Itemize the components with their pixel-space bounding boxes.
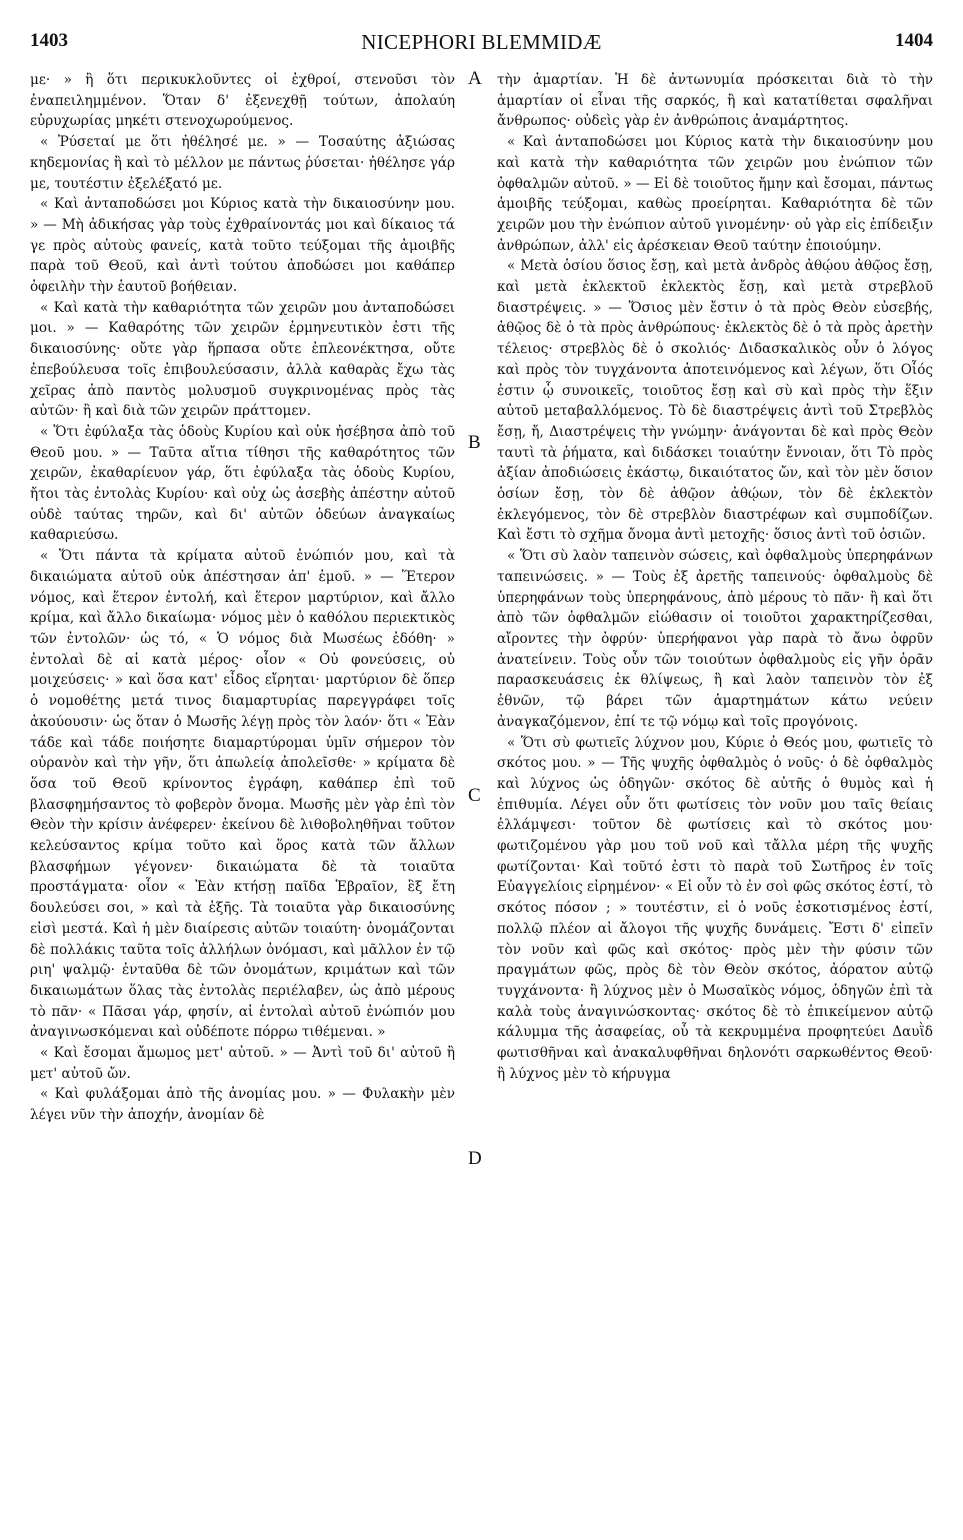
right-text-column <box>497 70 933 1084</box>
paragraph: « Ὅτι ἐφύλαξα τὰς ὁδοὺς Κυρίου καὶ οὐκ ἠσέβησα ἀπὸ τοῦ Θεοῦ μου. » — Ταῦτα αἴτια τίθησι τῆς καθαρότητος τῶν χειρῶν, ἐκαθαρίευον γάρ, ὅτι ἐφύλαξα τὰς ὁδοὺς Κυρίου, ἤτοι τὰς ἐντολὰς Κυρίου· καὶ οὐχ ὡς ἀσεβὴς ἀπέστην αὐτοῦ οὐδὲ ταύτας τηρῶν, καὶ δι' αὐτῶν ὁδεύων ἀναγκαίως καθαριεύσω. <box>30 423 455 544</box>
paragraph: « Καὶ κατὰ τὴν καθαριότητα τῶν χειρῶν μου ἀνταποδώσει μοι. » — Καθαρότης τῶν χειρῶν ἑρμηνευτικὸν ἐστι τῆς δικαιοσύνης· οὔτε γὰρ ἥρπασα οὔτε ἐπλεονέκτησα, οὔτε ἐπεβούλευσα τοῖς ἐπιβουλεύσασιν, ἀλλὰ καθαρὰς ἔχω τὰς χεῖρας ἀπὸ παντὸς μολυσμοῦ συγκρινομένας πρὸς τὰς αὐτῶν· ἢ καὶ διὰ τῶν χειρῶν πράττομεν. <box>30 299 455 420</box>
paragraph: « Καὶ ἔσομαι ἄμωμος μετ' αὐτοῦ. » — Ἀντὶ τοῦ δι' αὐτοῦ ἢ μετ' αὐτοῦ ὤν. <box>30 1045 455 1082</box>
left-text-column <box>30 70 455 1126</box>
paragraph: « Μετὰ ὁσίου ὅσιος ἔσῃ, καὶ μετὰ ἀνδρὸς ἀθῴου ἀθῷος ἔσῃ, καὶ μετὰ ἐκλεκτοῦ ἐκλεκτὸς ἔσῃ, καὶ μετὰ στρεβλοῦ διαστρέψεις. » — Ὅσιος μὲν ἔστιν ὁ τὰ πρὸς Θεὸν εὐσεβής, ἀθῷος δὲ ὁ τὰ πρὸς ἀνθρώπους· ἐκλεκτὸς δὲ ὁ τὰ πρὸς ἀρετὴν τέλειος· στρεβλὸς δὲ ὁ σκολιός· Διδασκαλικὸς οὖν ὁ λόγος καὶ πρὸς τὸν τυγχάνοντα ἀποτεινόμενος καὶ λέγων, ὅτι Οἷός ἐστιν ᾧ συνοικεῖς, τοιοῦτος ἔσῃ καὶ σὺ καὶ πρὸς τὴν ἕξιν αὐτοῦ μεταβαλλόμενος. Τὸ δὲ διαστρέψεις ἀντὶ τοῦ Στρεβλὸς ἔσῃ, ἤ, Διαστρέψεις τὴν γνώμην· ἀνάγονται δὲ καὶ πρὸς Θεὸν ταυτὶ τὰ ῥήματα, καὶ διδάσκει τοιαύτην ἔννοιαν, ὅτι Τὸ πρὸς ἀξίαν ἀποδιώσεις ἑκάστῳ, δικαιότατος ὤν, καὶ τὸν μὲν ὅσιον ὁσίων ἔσῃ, τὸν δὲ ἀθῷον ἀθῴων, τὸν δὲ ἐκλεκτὸν ἐκλεγόμενος, τὸν δὲ στρεβλὸν διαστρέφων καὶ συμποδίζων. Καὶ ἔστι τὸ σχῆμα ὄνομα ἀντὶ μετοχῆς· ὅσιος ἀντὶ τοῦ ὁσιῶν. <box>497 258 933 544</box>
page-header <box>30 30 933 64</box>
paragraph: « Καὶ φυλάξομαι ἀπὸ τῆς ἀνομίας μου. » — Φυλακὴν μὲν λέγει νῦν τὴν ἀποχήν, ἀνομίαν δὲ <box>30 1086 455 1124</box>
paragraph: τὴν ἁμαρτίαν. Ἡ δὲ ἀντωνυμία πρόσκειται διὰ τὸ τὴν ἁμαρτίαν οἱ εἶναι τῆς σαρκός, ἢ καὶ κατατίθεται σφαλῆναι ἄνθρωπος· οὐδεὶς γὰρ ἐν ἀνθρώποις ἀναμάρτητος. <box>497 72 933 130</box>
paragraph: « Ὅτι σὺ λαὸν ταπεινὸν σώσεις, καὶ ὀφθαλμοὺς ὑπερηφάνων ταπεινώσεις. » — Τοὺς ἐξ ἀρετῆς ταπεινούς· ὀφθαλμοὺς δὲ ὑπερηφάνων τοὺς ὑπερηφάνους, ἀπὸ μέρους τὸ πᾶν· ἢ καὶ ὅτι ἀπὸ τῶν ὀφθαλμῶν εἰώθασιν οἱ τοιοῦτοι χαρακτηρίζεσθαι, αἴροντες τὴν ὀφρύν· ὑπερήφανοι γὰρ παρὰ τὸ ἄνω ὀφρῦν ἀνατείνειν. Τοὺς οὖν τῶν τοιούτων ὀφθαλμοὺς εἰς γῆν ὁρᾶν παρασκευάσεις ἐκ θλίψεως, ἢ καὶ λαὸν ταπεινὸν τὸν ἐξ ἐθνῶν, τῷ βάρει τῶν ἁμαρτημάτων κάτω νεύειν ἀναγκαζόμενον, ἐπί τε τῷ νόμῳ καὶ τοῖς προγόνοις. <box>497 548 933 730</box>
margin-marker-b: B <box>468 432 481 453</box>
right-page-number: 1404 <box>895 30 933 51</box>
paragraph: « Ὅτι πάντα τὰ κρίματα αὐτοῦ ἐνώπιόν μου, καὶ τὰ δικαιώματα αὐτοῦ οὐκ ἀπέστησαν ἀπ' ἐμοῦ. » — Ἕτερον νόμος, καὶ ἕτερον ἐντολή, καὶ ἕτερον μαρτύριον, καὶ ἄλλο κρίμα, καὶ ἄλλο δικαίωμα· νόμος μὲν ὁ καθόλου περιεκτικὸς τῶν ἐντολῶν· ὡς τό, « Ὁ νόμος διὰ Μωσέως ἐδόθη· » ἐντολαὶ δὲ αἱ κατὰ μέρος· οἷον « Οὐ φονεύσεις, οὐ μοιχεύσεις· » καὶ ὅσα κατ' εἶδος εἴρηται· μαρτύριον δὲ ὅπερ ὁ νομοθέτης μετά τινος διαμαρτυρίας παρεγγράφει τοῖς ἀκούουσιν· ὡς ὅταν ὁ Μωσῆς λέγῃ πρὸς τὸν λαόν· ὅτι « Ἐὰν τάδε καὶ τάδε ποιήσητε διαμαρτύρομαι ὑμῖν σήμερον τὸν οὐρανὸν καὶ τὴν γῆν, ὅτι ἀπωλείᾳ ἀπολεῖσθε· » κρίματα δὲ ὅσα τοῦ Θεοῦ κρίνοντος ἐγράφη, καθάπερ ἐπὶ τοῦ βλασφημήσαντος τὸ φοβερὸν ὄνομα. Μωσῆς μὲν γὰρ ἐπὶ τὸν Θεὸν τὴν κρίσιν ἀνέφερεν· ἐκείνου δὲ λιθοβοληθῆναι τοῦτον κελεύσαντος κρίμα τοῦτο καὶ ὅρος κατὰ τῶν ἄλλων βλασφήμων γέγονεν· δικαιώματα δὲ τὰ τοιαῦτα προστάγματα· οἷον « Ἐὰν κτήσῃ παῖδα Ἑβραῖον, ἓξ ἔτη δουλεύσει σοι, » καὶ τὰ ἑξῆς. Τὰ τοιαῦτα γὰρ δικαιοσύνης εἰσὶ μεστά. Καὶ ἡ μὲν διαίρεσις αὐτῶν τοιαύτη· ὀνομάζονται δὲ πολλάκις ταῦτα τοῖς ἀλλήλων ὀνόμασι, καὶ μᾶλλον ἐν τῷ ριη' ψαλμῷ· ἐνταῦθα δὲ τῶν ὀνομάτων, κριμάτων καὶ τῶν δικαιωμάτων ὅλας τὰς ἐντολὰς περιέλαβεν, ὡς ἀπὸ μέρους τὸ πᾶν· « Πᾶσαι γάρ, φησίν, αἱ ἐντολαὶ αὐτοῦ ἐνώπιόν μου ἀναγινωσκόμεναι καὶ οὐδέποτε πόρρω τιθέμεναι. » <box>30 548 455 1041</box>
paragraph: « Καὶ ἀνταποδώσει μοι Κύριος κατὰ τὴν δικαιοσύνην μου. » — Μὴ ἀδικήσας γὰρ τοὺς ἐχθραίνοντάς μοι καὶ δίκαιος τά γε πρὸς αὐτοὺς φανείς, κατὰ τοῦτο τεύξομαι τῆς ἀμοιβῆς παρὰ τοῦ Θεοῦ, καὶ ἀντὶ τούτου ἀποδώσει μοι καθάπερ ὀφειλὴν τὴν ἑαυτοῦ βοήθειαν. <box>30 196 455 296</box>
margin-marker-c: C <box>468 785 481 806</box>
margin-marker-a: A <box>468 68 482 89</box>
paragraph: « Καὶ ἀνταποδώσει μοι Κύριος κατὰ τὴν δικαιοσύνην μου καὶ κατὰ τὴν καθαριότητα τῶν χειρῶν μου ἐνώπιον τῶν ὀφθαλμῶν αὐτοῦ. » — Εἰ δὲ τοιοῦτος ἤμην καὶ ἔσομαι, πάντως ἀμοιβῆς τεύξομαι, καθὼς προείρηται. Καθαριότητα δὲ τῶν χειρῶν μου τὴν ἐνώπιον αὐτοῦ γινομένην· οὐ γὰρ εἰς ἐπίδειξιν ἀνθρώπων, ἀλλ' εἰς ἀρέσκειαν Θεοῦ ταύτην ἐποιούμην. <box>497 134 933 254</box>
running-title: NICEPHORI BLEMMIDÆ <box>361 30 602 54</box>
paragraph: « Ὅτι σὺ φωτιεῖς λύχνον μου, Κύριε ὁ Θεός μου, φωτιεῖς τὸ σκότος μου. » — Τῆς ψυχῆς ὀφθαλμὸς ὁ νοῦς· ὁ δὲ ὀφθαλμὸς καὶ λύχνος ὡς ὁδηγῶν· σκότος δὲ αὐτῆς ὁ θυμὸς καὶ ἡ ἐπιθυμία. Λέγει οὖν ὅτι φωτίσεις τὸν νοῦν μου ταῖς θείαις ἐλλάμψεσι· τοῦτον δὲ φωτίσεις καὶ τὸ σκότος μου· φωτιζομένου γὰρ μου τοῦ νοῦ καὶ τἄλλα μέρη τῆς ψυχῆς φωτίζονται· Καὶ τοῦτό ἐστι τὸ παρὰ τοῦ Σωτῆρος ἐν τοῖς Εὐαγγελίοις εἰρημένον· « Εἰ οὖν τὸ ἐν σοὶ φῶς σκότος ἐστί, τὸ σκότος πόσον ; » τουτέστιν, εἰ ὁ νοῦς ἐσκοτισμένος ἐστί, πολλῷ πλέον αἱ ἄλογοι τῆς ψυχῆς δυνάμεις. Ἔστι δ' εἰπεῖν τὸν νοῦν καὶ φῶς καὶ σκότος· πρὸς μὲν τὴν φύσιν τῶν πραγμάτων φῶς, πρὸς δὲ τὸν Θεὸν σκότος, ἀόρατον αὐτῷ τυγχάνοντα· ἢ λύχνος μὲν ὁ Μωσαϊκὸς νόμος, ὁδηγῶν ἐπὶ τὰ καλὰ τοὺς ἀναγινώσκοντας· σκότος δὲ τὸ ἐπικείμενον αὐτῷ κάλυμμα τῆς ἀσαφείας, οὗ τὰ κεκρυμμένα προφητεύει Δαυῒδ φωτισθῆναι καὶ ἀνακαλυφθῆναι δηλονότι σαρκωθέντος Θεοῦ· ἢ λύχνος μὲν τὸ κήρυγμα <box>497 734 933 1082</box>
margin-marker-d: D <box>468 1148 482 1169</box>
left-page-number: 1403 <box>30 30 68 51</box>
paragraph: με· » ἢ ὅτι περικυκλοῦντες οἱ ἐχθροί, στενοῦσι τὸν ἐναπειλημμένον. Ὅταν δ' ἐξενεχθῇ τούτων, ἀπολαύη εὐρυχωρίας μηκέτι στενοχωρούμενος. <box>30 72 455 130</box>
paragraph: « Ῥύσεταί με ὅτι ἠθέλησέ με. » — Τοσαύτης ἀξιώσας κηδεμονίας ἢ καὶ τὸ μέλλον με πάντως ῥύσεται· ἠθέλησε γάρ με, τουτέστιν ἐξελέξατό με. <box>30 134 455 192</box>
